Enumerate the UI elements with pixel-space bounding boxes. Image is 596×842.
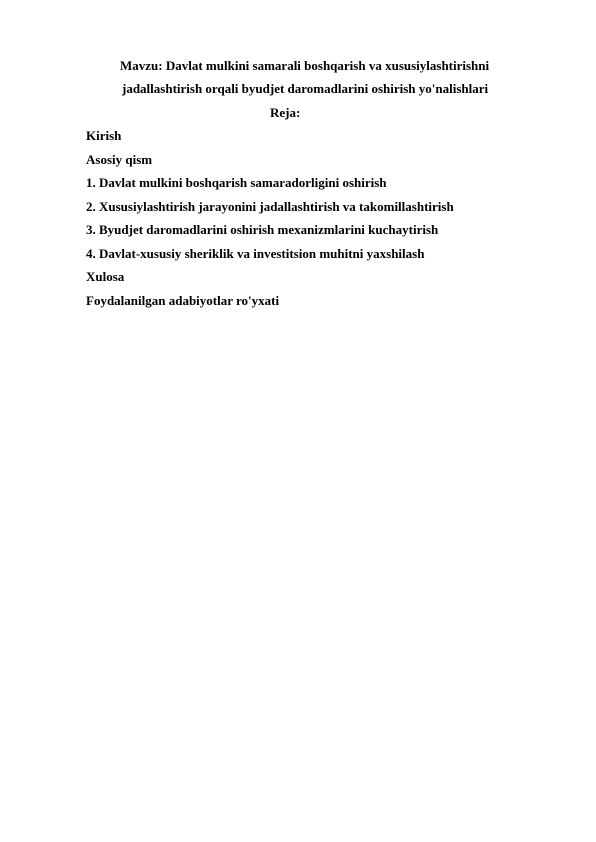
plan-outline <box>86 128 454 316</box>
outline-item-section-1: 1. Davlat mulkini boshqarish samaradorligini oshirish <box>86 175 387 190</box>
outline-item-references: Foydalanilgan adabiyotlar ro'yxati <box>86 292 280 308</box>
outline-item-section-3: 3. Byudjet daromadlarini oshirish mexanizmlarini kuchaytirish <box>86 222 439 237</box>
outline-item-conclusion: Xulosa <box>86 269 125 284</box>
document-title-line-2: jadallashtirish orqali byudjet daromadlarini oshirish yo'nalishlari <box>122 81 489 96</box>
plan-heading: Reja: <box>270 105 301 120</box>
outline-item-introduction: Kirish <box>86 128 122 143</box>
document-title-line-1: Mavzu: Davlat mulkini samarali boshqarish va xususiylashtirishni <box>120 58 490 73</box>
outline-item-section-4: 4. Davlat-xususiy sheriklik va investitsion muhitni yaxshilash <box>86 245 425 261</box>
outline-item-main-part: Asosiy qism <box>86 151 153 167</box>
outline-item-section-2: 2. Xususiylashtirish jarayonini jadallashtirish va takomillashtirish <box>86 198 454 214</box>
